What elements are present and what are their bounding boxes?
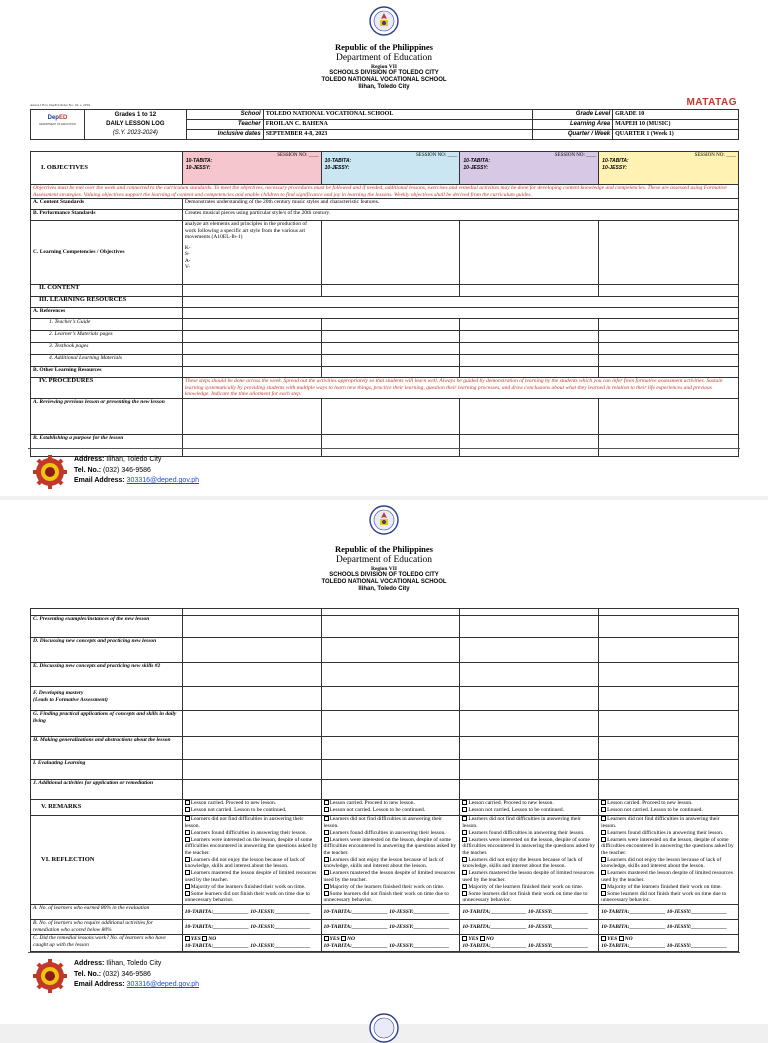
checkbox[interactable] (324, 891, 329, 896)
division-text: SCHOOLS DIVISION OF TOLEDO CITY (329, 70, 439, 76)
dates-label: Inclusive dates (186, 130, 263, 140)
checkbox[interactable] (185, 837, 190, 842)
info-table (30, 109, 739, 140)
count-cell: 10-TABITA:_____________ 10-JESSY:_____________ (460, 905, 599, 920)
checkbox[interactable] (324, 936, 329, 941)
reflection-cell-4: Learners did not find difficulties in answering their lesson. Learners found difficulties in answering their lesson. Learners were interested on the lesson, despite of some difficulties encountered in answering the questions asked by the teacher. Learners did not enjoy the lesson because of lack of knowledge, skills and interest about the lesson. Learners mastered the lesson despite of limited resources used by the teacher. Majority of the learners finished their work on time. Some learners did not finish their work on time due to unnecessary behavior. (599, 816, 739, 905)
footer-address: Ilihan, Toledo City (106, 960, 162, 967)
page-header (0, 43, 768, 91)
content-standards-label: A. Content Standards (31, 199, 183, 210)
page-1 (0, 0, 768, 496)
count-cell: 10-TABITA:_____________ 10-JESSY:_____________ (182, 920, 321, 935)
procedure-b-label: B. Establishing a purpose for the lesson (31, 434, 183, 456)
checkbox[interactable] (480, 936, 485, 941)
checkbox[interactable] (185, 857, 190, 862)
textbook-pages-label: 3. Textbook pages (31, 343, 183, 355)
matatag-logo: MATATAG (686, 97, 737, 108)
content-standards-value: Demonstrates understanding of the 20th century music styles and characteristic features. (182, 199, 738, 210)
checkbox[interactable] (601, 870, 606, 875)
checkbox[interactable] (324, 800, 329, 805)
reflection-cell-3: Learners did not find difficulties in answering their lesson. Learners found difficulties in answering their lesson. Learners were interested on the lesson, despite of some difficulties encountered in answering the questions asked by the teacher. Learners did not enjoy the lesson because of lack of knowledge, skills and interest about the lesson. Learners mastered the lesson despite of limited resources used by the teacher. Majority of the learners finished their work on time. Some learners did not finish their work on time due to unnecessary behavior. (460, 816, 599, 905)
references-label: A. References (31, 308, 183, 319)
checkbox[interactable] (619, 936, 624, 941)
procedure-h-label: H. Making generalizations and abstractions about the lesson (31, 737, 183, 760)
teacher-value: FROILAN C. BAHENA (263, 120, 533, 130)
session-cell-3: SESSION NO: ____ 10-TABITA: 10-JESSY: (460, 152, 599, 185)
checkbox[interactable] (601, 936, 606, 941)
checkbox[interactable] (324, 857, 329, 862)
yes-no-cell: YES NO 10-TABITA:_____________ 10-JESSY:_____________ (599, 935, 739, 952)
school-value: TOLEDO NATIONAL VOCATIONAL SCHOOL (263, 110, 533, 120)
kasv-k: K- (184, 244, 191, 251)
page-footer-1 (0, 448, 768, 500)
checkbox[interactable] (324, 830, 329, 835)
learning-competencies-label: C. Learning Competencies / Objectives (31, 221, 183, 285)
checkbox[interactable] (185, 807, 190, 812)
checkbox[interactable] (462, 837, 467, 842)
checkbox[interactable] (202, 936, 207, 941)
learners-materials-label: 2. Learner’s Materials pages (31, 331, 183, 343)
question-b-label: B. No. of learners who require additional activities for remediation who scored below 80% (31, 920, 183, 935)
checkbox[interactable] (462, 870, 467, 875)
procedures-heading: IV. PROCEDURES (31, 378, 183, 399)
checkbox[interactable] (341, 936, 346, 941)
objectives-heading: I. OBJECTIVES (31, 152, 183, 185)
checkbox[interactable] (324, 884, 329, 889)
checkbox[interactable] (324, 816, 329, 821)
area-value: MAPEH 10 (MUSIC) (613, 120, 739, 130)
deped-seal-icon (369, 505, 399, 535)
remarks-cell-1: Lesson carried. Proceed to new lesson. Lesson not carried. Lesson to be continued. (182, 800, 321, 816)
checkbox[interactable] (462, 816, 467, 821)
school-gear-logo-icon (32, 958, 68, 994)
count-cell: 10-TABITA:_____________ 10-JESSY:_____________ (182, 905, 321, 920)
checkbox[interactable] (601, 891, 606, 896)
checkbox[interactable] (185, 936, 190, 941)
reflection-heading: VI. REFLECTION (31, 816, 183, 905)
reflection-cell-2: Learners did not find difficulties in answering their lesson. Learners found difficulties in answering their lesson. Learners were interested on the lesson, despite of some difficulties encountered in answering the questions asked by the teacher. Learners did not enjoy the lesson because of lack of knowledge, skills and interest about the lesson. Learners mastered the lesson despite of limited resources used by the teacher. Majority of the learners finished their work on time. Some learners did not finish their work on time due to unnecessary behavior. (321, 816, 460, 905)
checkbox[interactable] (462, 807, 467, 812)
department-text: Department of Education (335, 52, 433, 63)
deped-logo: DepED DEPARTMENT OF EDUCATION (31, 110, 85, 140)
yes-no-cell: YES NO 10-TABITA:_____________ 10-JESSY:_____________ (460, 935, 599, 952)
checkbox[interactable] (185, 870, 190, 875)
footer-tel: (032) 346-9586 (103, 466, 151, 474)
checkbox[interactable] (601, 807, 606, 812)
additional-materials-label: 4. Additional Learning Materials (31, 355, 183, 367)
quarter-value: QUARTER 1 (Week 1) (613, 130, 739, 140)
footer-email-link[interactable]: 303316@deped.gov.ph (126, 477, 200, 484)
checkbox[interactable] (185, 800, 190, 805)
procedure-f-label: F. Developing mastery (Leads to Formative Assessment) (31, 687, 183, 711)
learning-resources-heading: III. LEARNING RESOURCES (31, 297, 183, 308)
address-text: Ilihan, Toledo City (358, 585, 410, 592)
count-cell: 10-TABITA:_____________ 10-JESSY:_____________ (321, 905, 460, 920)
deped-seal-icon (369, 6, 399, 36)
procedure-e-label: E. Discussing new concepts and practicing new skills #2 (31, 663, 183, 687)
area-label: Learning Area (533, 120, 613, 130)
checkbox[interactable] (601, 837, 606, 842)
question-a-label: A. No. of learners who earned 80% in the evaluation (31, 905, 183, 920)
dll-title: Grades 1 to 12 DAILY LESSON LOG (S.Y. 2023-2024) (84, 110, 186, 140)
procedure-d-label: D. Discussing new concepts and practicing new lesson (31, 638, 183, 663)
page-header (0, 545, 768, 593)
checkbox[interactable] (185, 830, 190, 835)
procedures-note: These steps should be done across the week. Spread out the activities appropriately so that students will learn well. Always be guided by demonstration of learning by the students which you can infer from formative assessment activities. Sustain learning systematically by providing students with multiple ways to learn new things, practice their learning, question their learning processes, and draw conclusions about what they learned in relation to their life experiences and previous knowledge. Indicate the time allotment for each step. (182, 378, 738, 399)
dates-value: SEPTEMBER 4-8, 2023 (263, 130, 533, 140)
address-text: Ilihan, Toledo City (358, 83, 410, 90)
remarks-heading: V. REMARKS (31, 800, 183, 816)
school-text: TOLEDO NATIONAL VOCATIONAL SCHOOL (321, 578, 447, 585)
session-cell-1: SESSION NO: ____ 10-TABITA: 10-JESSY: (182, 152, 321, 185)
remarks-cell-2: Lesson carried. Proceed to new lesson. Lesson not carried. Lesson to be continued. (321, 800, 460, 816)
checkbox[interactable] (185, 816, 190, 821)
count-cell: 10-TABITA:_____________ 10-JESSY:_____________ (460, 920, 599, 935)
procedure-j-label: J. Additional activities for application or remediation (31, 780, 183, 800)
yes-no-cell: YES NO 10-TABITA:_____________ 10-JESSY:_____________ (321, 935, 460, 952)
checkbox[interactable] (462, 857, 467, 862)
school-text: TOLEDO NATIONAL VOCATIONAL SCHOOL (321, 76, 447, 83)
annex-note: Annex I B to DepEd Order No. 42, s. 2016 (30, 103, 91, 107)
republic-text: Republic of the Philippines (334, 42, 433, 52)
remarks-cell-3: Lesson carried. Proceed to new lesson. Lesson not carried. Lesson to be continued. (460, 800, 599, 816)
content-heading: II. CONTENT (31, 285, 183, 297)
checkbox[interactable] (462, 800, 467, 805)
count-cell: 10-TABITA:_____________ 10-JESSY:_____________ (321, 920, 460, 935)
checkbox[interactable] (601, 816, 606, 821)
lesson-table-1 (30, 151, 739, 457)
region-text: Region VII (370, 565, 398, 572)
teacher-label: Teacher (186, 120, 263, 130)
checkbox[interactable] (601, 884, 606, 889)
footer-tel: (032) 346-9586 (103, 970, 151, 978)
procedure-i-label: I. Evaluating Learning (31, 760, 183, 780)
grade-label: Grade Level (533, 110, 613, 120)
lesson-table-2 (30, 608, 739, 952)
footer-contact: Address: Ilihan, Toledo City Tel. No.: (032) 346-9586 Email Address: 303316@deped.gov.ph (74, 960, 200, 988)
yes-no-cell: YES NO 10-TABITA:_____________ 10-JESSY:_____________ (182, 935, 321, 952)
page-footer-2 (0, 952, 768, 1004)
department-text: Department of Education (335, 554, 433, 565)
kasv-s: S- (184, 251, 190, 257)
checkbox[interactable] (462, 936, 467, 941)
count-cell: 10-TABITA:_____________ 10-JESSY:_____________ (599, 920, 739, 935)
objectives-note: Objectives must be met over the week and connected to the curriculum standards. To meet the objectives, necessary procedures must be followed and if needed, additional lessons, exercises and remedial activities may be done for developing content knowledge and competencies. These are assessed using Formative Assessment strategies. Valuing objectives support the learning of content and competencies and enable children to find significance and joy in learning the lessons. Weekly objectives shall be derived from the curriculum guides. (31, 185, 739, 199)
checkbox[interactable] (601, 857, 606, 862)
remarks-cell-4: Lesson carried. Proceed to new lesson. Lesson not carried. Lesson to be continued. (599, 800, 739, 816)
procedure-g-label: G. Finding practical applications of concepts and skills in daily living (31, 711, 183, 737)
performance-standards-label: B. Performance Standards (31, 210, 183, 221)
checkbox[interactable] (324, 807, 329, 812)
checkbox[interactable] (324, 870, 329, 875)
checkbox[interactable] (601, 830, 606, 835)
teachers-guide-label: 1. Teacher’s Guide (31, 319, 183, 331)
session-cell-4: SESSION NO: ____ 10-TABITA: 10-JESSY: (599, 152, 739, 185)
grade-value: GRADE 10 (613, 110, 739, 120)
checkbox[interactable] (462, 891, 467, 896)
question-c-label: C. Did the remedial lessons work? No. of learners who have caught up with the lesson (31, 935, 183, 952)
school-gear-logo-icon (32, 454, 68, 490)
checkbox[interactable] (601, 800, 606, 805)
other-resources-label: B. Other Learning Resources (31, 367, 183, 378)
session-cell-2: SESSION NO: ____ 10-TABITA: 10-JESSY: (321, 152, 460, 185)
checkbox[interactable] (462, 884, 467, 889)
checkbox[interactable] (185, 891, 190, 896)
learning-competencies-value: analyze art elements and principles in the production of work following a specific art style from the various art movements (A10EL-Ib-1) K- S- A- V- (182, 221, 321, 285)
republic-text: Republic of the Philippines (334, 544, 433, 554)
kasv-v: V- (184, 264, 191, 270)
procedure-c-label: C. Presenting examples/instances of the new lesson (31, 616, 183, 638)
page-2 (0, 500, 768, 1024)
kasv-a: A- (184, 257, 191, 264)
quarter-label: Quarter / Week (533, 130, 613, 140)
school-label: School (186, 110, 263, 120)
footer-contact: Address: Ilihan, Toledo City Tel. No.: (032) 346-9586 Email Address: 303316@deped.gov.ph (74, 456, 200, 484)
count-cell: 10-TABITA:_____________ 10-JESSY:_____________ (599, 905, 739, 920)
division-text: SCHOOLS DIVISION OF TOLEDO CITY (329, 572, 439, 578)
reflection-cell-1: Learners did not find difficulties in answering their lesson. Learners found difficulties in answering their lesson. Learners were interested on the lesson, despite of some difficulties encountered in answering the questions asked by the teacher. Learners did not enjoy the lesson because of lack of knowledge, skills and interest about the lesson. Learners mastered the lesson despite of limited resources used by the teacher. Majority of the learners finished their work on time. Some learners did not finish their work on time due to unnecessary behavior. (182, 816, 321, 905)
checkbox[interactable] (185, 884, 190, 889)
performance-standards-value: Creates musical pieces using particular style/s of the 20th century. (182, 210, 738, 221)
deped-seal-icon (369, 1013, 399, 1043)
footer-email-link[interactable]: 303316@deped.gov.ph (126, 981, 200, 988)
checkbox[interactable] (462, 830, 467, 835)
procedure-a-label: A. Reviewing previous lesson or presenting the new lesson (31, 398, 183, 434)
region-text: Region VII (370, 63, 398, 70)
checkbox[interactable] (324, 837, 329, 842)
footer-address: Ilihan, Toledo City (106, 456, 162, 463)
